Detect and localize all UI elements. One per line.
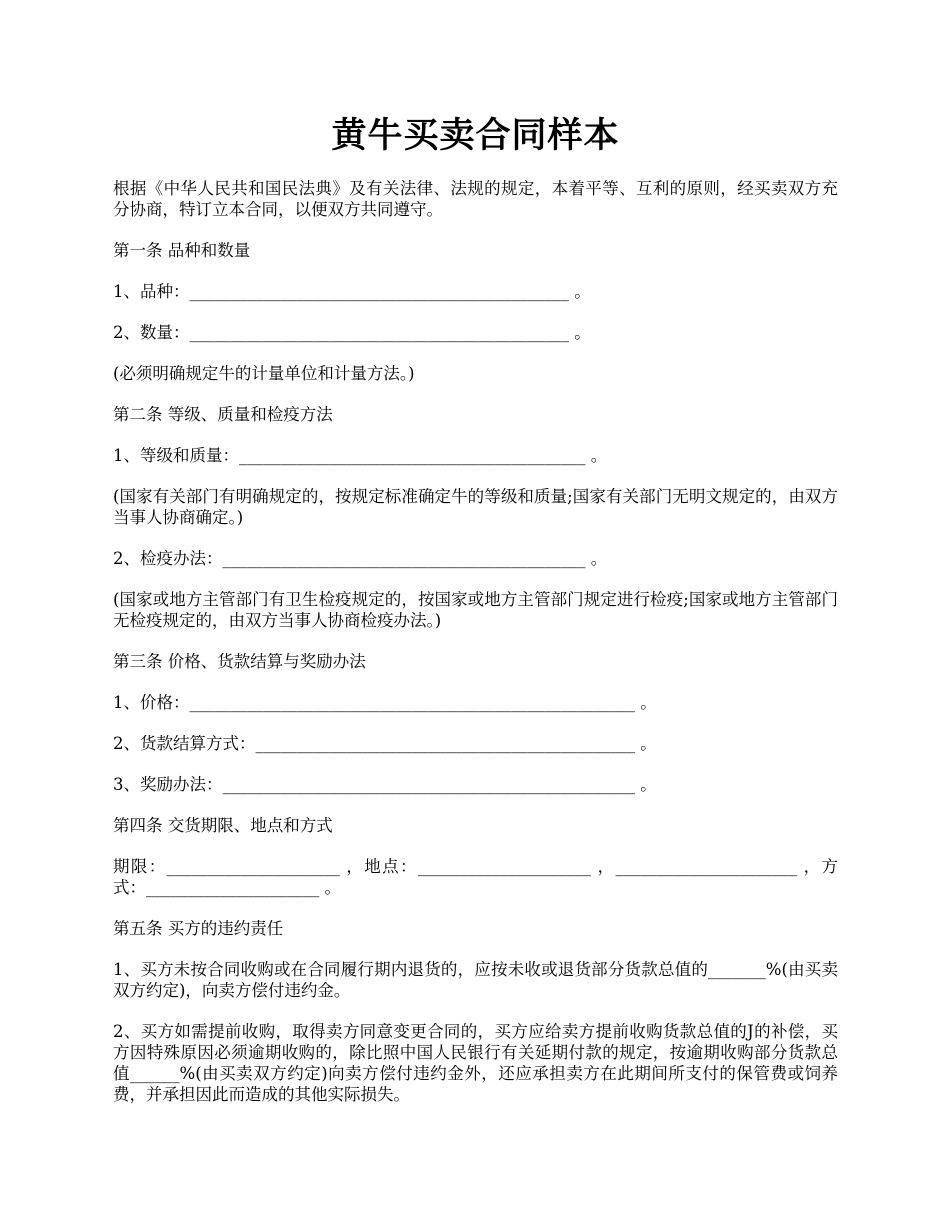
clause-delivery: 期限：_____________________ ，地点：_____________________ ，______________________ ，方式：_____________________ 。 xyxy=(113,857,838,897)
preamble-paragraph: 根据《中华人民共和国民法典》及有关法律、法规的规定，本着平等、互利的原则，经买卖双方充分协商，特订立本合同，以便双方共同遵守。 xyxy=(113,179,838,219)
article-3-heading: 第三条 价格、货款结算与奖励办法 xyxy=(113,652,366,671)
article-4-heading: 第四条 交货期限、地点和方式 xyxy=(113,816,333,835)
article-2-heading: 第二条 等级、质量和检疫方法 xyxy=(113,405,333,424)
article-1-heading: 第一条 品种和数量 xyxy=(113,241,251,260)
clause-price: 1、价格：______________________________________________________ 。 xyxy=(113,693,657,712)
page-title: 黄牛买卖合同样本 xyxy=(331,115,620,156)
clause-quarantine: 2、检疫办法：____________________________________________ 。 xyxy=(113,549,608,568)
note-quarantine: (国家或地方主管部门有卫生检疫规定的，按国家或地方主管部门规定进行检疫;国家或地方主管部门无检疫规定的，由双方当事人协商检疫办法。) xyxy=(113,590,838,630)
clause-quantity: 2、数量：______________________________________________ 。 xyxy=(113,323,591,342)
clause-grade-quality: 1、等级和质量：__________________________________________ 。 xyxy=(113,446,608,465)
clause-settlement: 2、货款结算方式：______________________________________________ 。 xyxy=(113,734,657,753)
clause-variety: 1、品种：______________________________________________ 。 xyxy=(113,282,591,301)
clause-reward: 3、奖励办法：__________________________________________________ 。 xyxy=(113,775,657,794)
clause-buyer-liability-2: 2、买方如需提前收购，取得卖方同意变更合同的，买方应给卖方提前收购货款总值的J的补偿，买方因特殊原因必须逾期收购的，除比照中国人民银行有关延期付款的规定，按逾期收购部分货款总值______%(由买卖双方约定)向卖方偿付违约金外，还应承担卖方在此期间所支付的保管费或饲养费，并承担因此而造成的其他实际损失。 xyxy=(113,1022,838,1104)
note-measurement: (必须明确规定牛的计量单位和计量方法。) xyxy=(113,364,415,383)
article-5-heading: 第五条 买方的违约责任 xyxy=(113,919,284,938)
note-grade-quality: (国家有关部门有明确规定的，按规定标准确定牛的等级和质量;国家有关部门无明文规定的，由双方当事人协商确定。) xyxy=(113,487,838,527)
clause-buyer-liability-1: 1、买方未按合同收购或在合同履行期内退货的，应按未收或退货部分货款总值的_______%(由买卖双方约定)，向卖方偿付违约金。 xyxy=(113,960,838,1000)
